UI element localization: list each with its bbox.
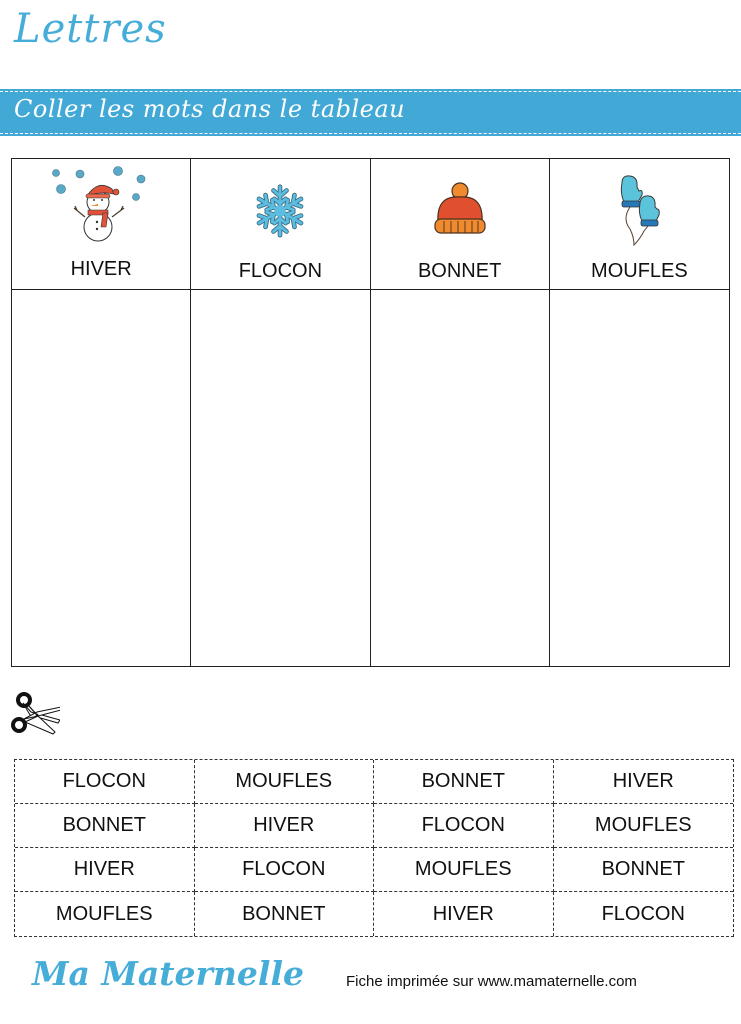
mittens-icon <box>616 175 662 249</box>
cutout-word[interactable]: FLOCON <box>15 760 195 804</box>
cutout-word[interactable]: FLOCON <box>195 848 375 892</box>
page-title: Lettres <box>14 6 167 52</box>
cutout-word[interactable]: MOUFLES <box>15 892 195 936</box>
column-label: BONNET <box>417 260 502 282</box>
snowman-icon <box>46 165 156 243</box>
cutout-word[interactable]: HIVER <box>195 804 375 848</box>
snowflake-icon <box>252 181 308 241</box>
footer-note: Fiche imprimée sur www.mamaternelle.com <box>346 973 637 990</box>
cutout-words-grid <box>14 759 734 937</box>
cutout-word[interactable]: HIVER <box>554 760 734 804</box>
cutout-word[interactable]: MOUFLES <box>554 804 734 848</box>
cutout-word[interactable]: BONNET <box>15 804 195 848</box>
column-label: MOUFLES <box>591 260 688 282</box>
cutout-word[interactable]: MOUFLES <box>195 760 375 804</box>
column-header-moufles <box>550 159 729 290</box>
paste-zone-flocon[interactable] <box>191 290 370 666</box>
column-label: HIVER <box>70 258 132 280</box>
cutout-word[interactable]: MOUFLES <box>374 848 554 892</box>
cutout-word[interactable]: HIVER <box>15 848 195 892</box>
paste-zone-bonnet[interactable] <box>371 290 550 666</box>
cutout-word[interactable]: FLOCON <box>601 902 685 925</box>
paste-zone-hiver[interactable] <box>12 290 191 666</box>
beanie-hat-icon <box>432 181 488 239</box>
instruction-text: Coller les mots dans le tableau <box>14 95 406 123</box>
column-header-flocon <box>191 159 370 290</box>
cutout-word[interactable]: FLOCON <box>374 804 554 848</box>
cutout-word[interactable]: BONNET <box>195 892 375 936</box>
paste-zone-moufles[interactable] <box>550 290 729 666</box>
brand-logo: Ma Maternelle <box>32 954 304 993</box>
column-header-bonnet <box>371 159 550 290</box>
cutout-word[interactable]: BONNET <box>374 760 554 804</box>
instruction-banner <box>0 89 741 136</box>
sorting-table <box>11 158 730 667</box>
cutout-word[interactable]: HIVER <box>374 892 554 936</box>
column-label: FLOCON <box>238 260 323 282</box>
cutout-word[interactable]: BONNET <box>554 848 734 892</box>
scissors-icon <box>10 690 60 736</box>
column-header-hiver <box>12 159 191 290</box>
